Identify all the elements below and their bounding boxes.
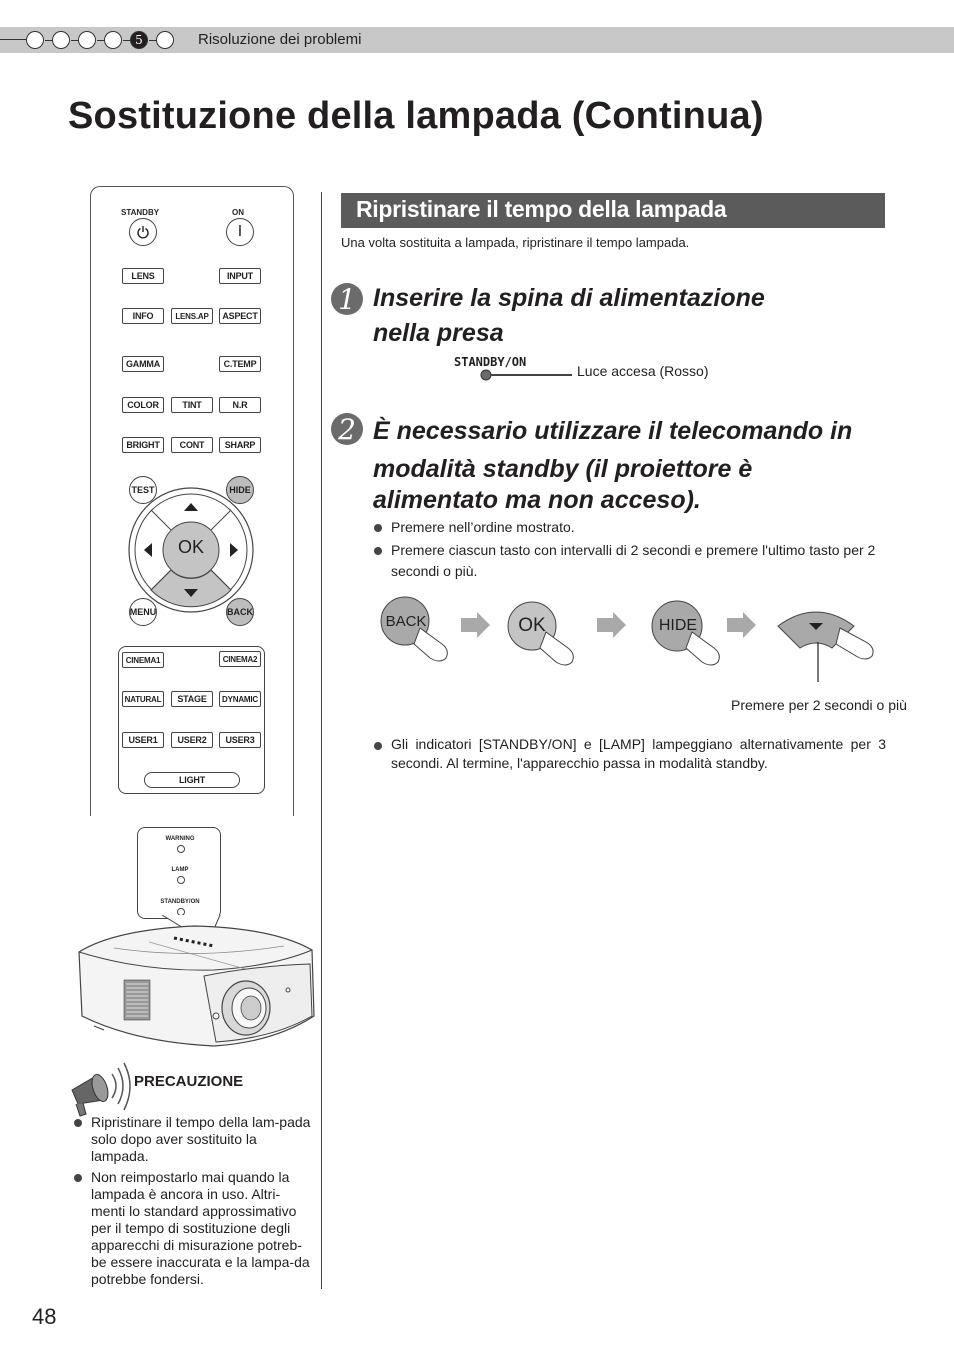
chapter-indicator — [26, 30, 172, 50]
test-button: TEST — [129, 476, 157, 504]
chapter-dot — [104, 31, 122, 49]
list-item: Premere nell’ordine mostrato. — [372, 517, 888, 538]
ok-button: OK — [177, 537, 204, 557]
lamp-label: LAMP — [171, 867, 189, 873]
hand-icon — [686, 632, 719, 665]
back-key-label: BACK — [385, 613, 427, 630]
lens-ap-button: LENS.AP — [171, 308, 213, 324]
on-button: I — [226, 218, 254, 246]
intro-text: Una volta sostituita a lampada, ripristinare il tempo lampada. — [341, 235, 690, 250]
menu-button: MENU — [129, 598, 157, 626]
step-2-line-3: alimentato ma non acceso). — [373, 486, 701, 514]
hand-icon — [836, 628, 873, 659]
standby-button — [129, 218, 157, 246]
user3-button: USER3 — [219, 732, 261, 748]
arrow-right-icon — [724, 611, 758, 639]
step-1-badge: 1 — [331, 283, 363, 315]
warning-label: WARNING — [165, 836, 195, 842]
ok-key-label: OK — [518, 615, 546, 636]
press-note: Premere per 2 secondi o più — [731, 697, 907, 713]
back-button: BACK — [226, 598, 254, 626]
step-2-result — [372, 735, 886, 777]
info-button: INFO — [122, 308, 164, 324]
cont-button: CONT — [171, 437, 213, 453]
list-item: Premere ciascun tasto con intervalli di 2 secondi e premere l'ultimo tasto per 2 secondi o più. — [372, 540, 888, 582]
hide-key-label: HIDE — [658, 617, 698, 634]
column-divider — [321, 192, 322, 1289]
cinema1-button: CINEMA1 — [122, 652, 164, 668]
user1-button: USER1 — [122, 732, 164, 748]
lens-button: LENS — [122, 268, 164, 284]
page-title: Sostituzione della lampada (Continua) — [68, 95, 764, 137]
step-2-bullets — [372, 517, 888, 586]
cinema2-button: CINEMA2 — [219, 651, 261, 667]
tint-button: TINT — [171, 397, 213, 413]
stage-button: STAGE — [171, 691, 213, 707]
bright-button: BRIGHT — [122, 437, 164, 453]
caution-list — [72, 1114, 312, 1292]
sequence-back — [380, 594, 460, 664]
step-1-line-1: Inserire la spina di alimentazione — [373, 284, 765, 312]
gamma-button: GAMMA — [122, 356, 164, 372]
step-1-line-2: nella presa — [373, 319, 504, 347]
sharp-button: SHARP — [219, 437, 261, 453]
natural-button: NATURAL — [122, 691, 164, 707]
page-number: 48 — [32, 1304, 57, 1329]
hand-icon — [414, 628, 447, 661]
list-item: Gli indicatori [STANDBY/ON] e [LAMP] lampeggiano alternativamente per 3 secondi. Al termine, l'apparecchio passa in modalità standby. — [372, 735, 886, 773]
projector-illustration — [74, 920, 318, 1050]
standby-on-label: STANDBY/ON — [160, 899, 200, 905]
lamp-led-icon — [177, 876, 185, 884]
step-2-line-2: modalità standby (il proiettore è — [373, 455, 753, 483]
hide-button: HIDE — [226, 476, 254, 504]
chapter-dot — [52, 31, 70, 49]
section-label: Risoluzione dei problemi — [198, 31, 362, 48]
step-2-line-1: È necessario utilizzare il telecomando in — [373, 417, 853, 445]
c-temp-button: C.TEMP — [219, 356, 261, 372]
down-key-illustration — [776, 606, 880, 682]
user2-button: USER2 — [171, 732, 213, 748]
warning-led-icon — [177, 845, 185, 853]
chapter-dot — [156, 31, 174, 49]
sequence-hide — [650, 600, 730, 670]
light-button: LIGHT — [144, 772, 240, 788]
chapter-dot — [78, 31, 96, 49]
chapter-dot — [26, 31, 44, 49]
color-button: COLOR — [122, 397, 164, 413]
indicator-text: Luce accesa (Rosso) — [577, 363, 709, 379]
arrow-right-icon — [594, 611, 628, 639]
arrow-right-icon — [458, 611, 492, 639]
aspect-button: ASPECT — [219, 308, 261, 324]
standby-label: STANDBY — [121, 208, 160, 217]
chapter-dot-active: 5 — [130, 31, 148, 49]
indicator-callout — [137, 827, 221, 919]
power-icon — [136, 225, 150, 239]
step-2-badge: 2 — [331, 413, 363, 445]
list-item: Non reimpostarlo mai quando la lampada è ancora in uso. Altri-menti lo standard approssimativo per il tempo di sostituzione degli apparecchi di misurazione potreb-be essere inaccurata e la lampa-da potrebbe fondersi. — [72, 1169, 312, 1288]
megaphone-icon — [66, 1060, 134, 1118]
list-item: Ripristinare il tempo della lam-pada solo dopo aver sostituito la lampada. — [72, 1114, 312, 1165]
indicator-label: STANDBY/ON — [454, 355, 527, 369]
dynamic-button: DYNAMIC — [219, 691, 261, 707]
section-subheader: Ripristinare il tempo della lampada — [341, 193, 885, 228]
sequence-ok — [506, 600, 586, 670]
indicator-led-line — [478, 367, 574, 381]
nr-button: N.R — [219, 397, 261, 413]
input-button: INPUT — [219, 268, 261, 284]
on-label: ON — [232, 208, 244, 217]
caution-title: PRECAUZIONE — [134, 1073, 244, 1090]
